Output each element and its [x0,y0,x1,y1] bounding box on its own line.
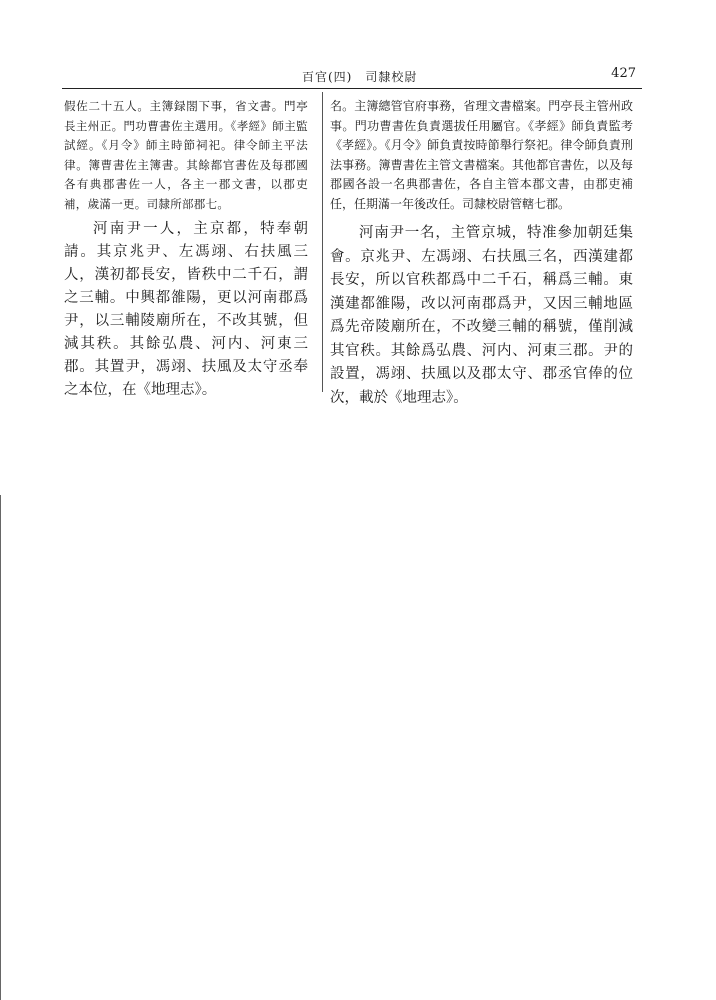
running-header [62,64,642,88]
left-column [64,97,308,402]
page-edge-line [0,495,1,1000]
header-rule [62,88,642,89]
left-main-paragraph: 河南尹一人，主京都，特奉朝請。其京兆尹、左馮翊、右扶風三人，漢初都長安，皆秩中二千石，謂之三輔。中興都雒陽，更以河南郡爲尹，以三輔陵廟所在，不改其號，但減其秩。其餘弘農、河内、河東三郡。其置尹，馮翊、扶風及太守丞奉之本位，在《地理志》。 [64,221,308,398]
right-main-paragraph: 河南尹一名，主管京城，特准參加朝廷集會。京兆尹、左馮翊、右扶風三名，西漢建都長安，所以官秩都爲中二千石，稱爲三輔。東漢建都雒陽，改以河南郡爲尹，又因三輔地區爲先帝陵廟所在，不改變三輔的稱號，僅削減其官秩。其餘爲弘農、河内、河東三郡。尹的設置，馮翊、扶風以及郡太守、郡丞官俸的位次，載於《地理志》。 [330,225,633,406]
right-column [330,97,633,410]
header-title: 百官(四) 司隸校尉 [302,70,418,84]
column-divider [322,92,323,392]
right-note-paragraph: 名。主簿總管官府事務，省理文書檔案。門亭長主管州政事。門功曹書佐負責選拔任用屬官。《孝經》師負責監考《孝經》。《月令》師負責按時節舉行祭祀。律令師負責刑法事務。簿曹書佐主管文書檔案。其他都官書佐，以及每郡國各設一名典郡書佐，各自主管本郡文書，由郡吏補任，任期滿一年後改任。司隸校尉管轄七郡。 [330,99,633,211]
left-note-paragraph: 假佐二十五人。主簿録閤下事，省文書。門亭長主州正。門功曹書佐主選用。《孝經》師主監試經。《月令》師主時節祠祀。律令師主平法律。簿曹書佐主簿書。其餘都官書佐及每郡國各有典郡書佐一人，各主一郡文書，以郡吏補，歲滿一更。司隸所部郡七。 [64,99,308,211]
page-number: 427 [611,66,636,81]
